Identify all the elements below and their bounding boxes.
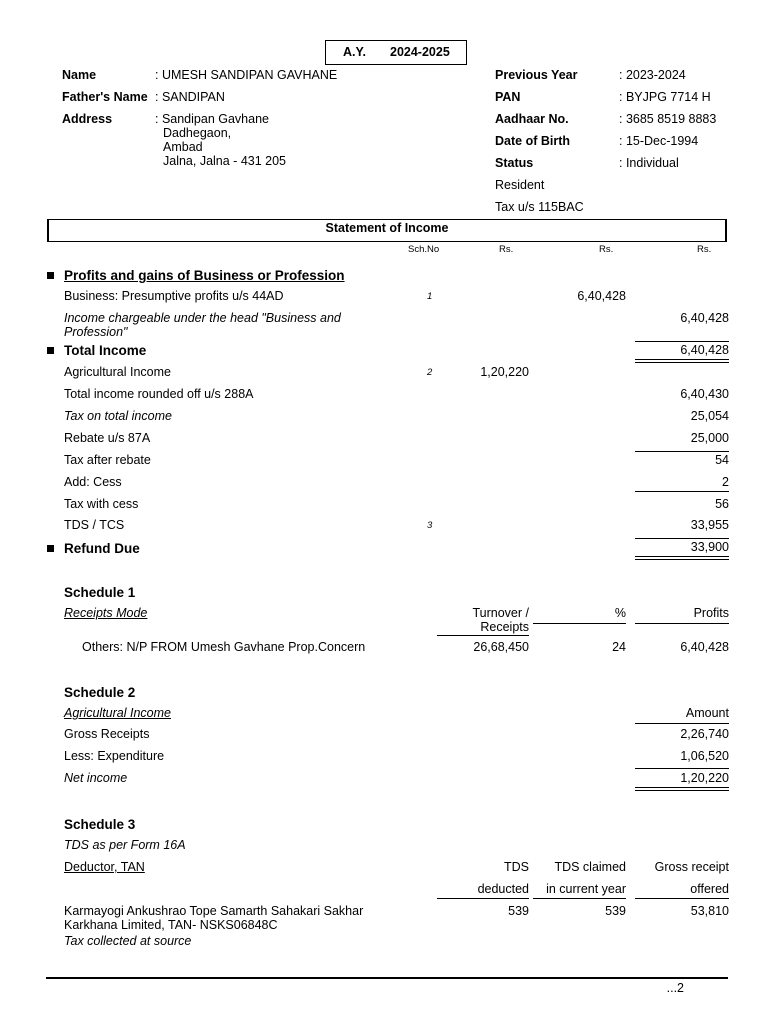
rounded-income-label: Total income rounded off u/s 288A — [64, 387, 254, 401]
total-income-label: Total Income — [64, 343, 147, 358]
schedule2-gross-amount: 2,26,740 — [680, 727, 729, 741]
statement-title: Statement of Income — [325, 221, 449, 235]
divider — [635, 898, 729, 899]
double-underline — [635, 787, 729, 791]
col-rs3-header: Rs. — [697, 244, 712, 255]
rebate-amount: 25,000 — [690, 431, 729, 445]
schedule2-net-label: Net income — [64, 771, 128, 785]
previous-year-value: : 2023-2024 — [619, 68, 686, 82]
schedule2-col-amount: Amount — [685, 706, 729, 720]
bullet-icon — [47, 347, 54, 354]
refund-due-label: Refund Due — [64, 541, 140, 556]
ay-label: A.Y. — [343, 45, 366, 59]
divider — [635, 623, 729, 624]
divider — [635, 768, 729, 769]
divider — [437, 635, 529, 636]
schedule1-col-turnover-2: Receipts — [480, 620, 529, 634]
schedule2-net-amount: 1,20,220 — [680, 771, 729, 785]
schedule3-col-deductor: Deductor, TAN — [64, 860, 145, 874]
statement-header-box — [47, 219, 727, 242]
address-label: Address — [62, 112, 113, 126]
divider — [635, 723, 729, 724]
col-rs1-header: Rs. — [499, 244, 514, 255]
total-income-amount: 6,40,428 — [680, 343, 729, 357]
schedule3-col-tds-1: TDS — [504, 860, 529, 874]
name-value: : UMESH SANDIPAN GAVHANE — [155, 68, 338, 82]
aadhaar-value: : 3685 8519 8883 — [619, 112, 717, 126]
schedule2-title: Schedule 2 — [64, 685, 136, 700]
aadhaar-label: Aadhaar No. — [495, 112, 569, 126]
schedule3-row-label-2: Karkhana Limited, TAN- NSKS06848C — [64, 918, 278, 932]
previous-year-label: Previous Year — [495, 68, 578, 82]
chargeable-label-2: Profession" — [64, 325, 128, 339]
schedule3-row-gross: 53,810 — [690, 904, 729, 918]
schedule3-tcs-label: Tax collected at source — [64, 934, 192, 948]
status-label: Status — [495, 156, 534, 170]
agri-income-amount: 1,20,220 — [480, 365, 529, 379]
name-label: Name — [62, 68, 97, 82]
footer-rule — [46, 977, 728, 979]
divider — [635, 341, 729, 342]
business-amount: 6,40,428 — [577, 289, 626, 303]
business-sch: 1 — [427, 291, 433, 302]
dob-label: Date of Birth — [495, 134, 570, 148]
schedule3-subtitle: TDS as per Form 16A — [64, 838, 186, 852]
agri-income-label: Agricultural Income — [64, 365, 171, 379]
schedule2-gross-label: Gross Receipts — [64, 727, 150, 741]
divider — [635, 451, 729, 452]
double-underline — [635, 556, 729, 560]
father-name-value: : SANDIPAN — [155, 90, 225, 104]
divider — [533, 898, 626, 899]
schedule1-subtitle: Receipts Mode — [64, 606, 148, 620]
schedule1-col-pct: % — [614, 606, 626, 620]
tax-regime: Tax u/s 115BAC — [495, 200, 584, 214]
ay-value: 2024-2025 — [390, 45, 450, 59]
pan-label: PAN — [495, 90, 521, 104]
schedule1-row-turnover: 26,68,450 — [473, 640, 529, 654]
double-underline — [635, 359, 729, 363]
divider — [635, 491, 729, 492]
chargeable-amount: 6,40,428 — [680, 311, 729, 325]
tds-tcs-sch: 3 — [427, 520, 433, 531]
father-name-label: Father's Name — [62, 90, 148, 104]
schedule3-col-gross-1: Gross receipt — [654, 860, 729, 874]
resident-status: Resident — [495, 178, 545, 192]
pgbp-heading: Profits and gains of Business or Profession — [64, 268, 345, 283]
rounded-income-amount: 6,40,430 — [680, 387, 729, 401]
cess-label: Add: Cess — [64, 475, 122, 489]
address-line-3: Ambad — [163, 140, 203, 154]
tax-total-amount: 25,054 — [690, 409, 729, 423]
schedule3-col-claimed-2: in current year — [546, 882, 626, 896]
pan-value: : BYJPG 7714 H — [619, 90, 711, 104]
schedule1-col-turnover-1: Turnover / — [472, 606, 529, 620]
tax-with-cess-label: Tax with cess — [64, 497, 139, 511]
schedule1-title: Schedule 1 — [64, 585, 136, 600]
schedule1-row-label: Others: N/P FROM Umesh Gavhane Prop.Concern — [82, 640, 366, 654]
status-value: : Individual — [619, 156, 679, 170]
schedule3-row-tds: 539 — [508, 904, 529, 918]
schedule3-title: Schedule 3 — [64, 817, 136, 832]
agri-income-sch: 2 — [427, 367, 433, 378]
schedule1-row-pct: 24 — [612, 640, 626, 654]
schedule3-col-tds-2: deducted — [477, 882, 529, 896]
col-schno-header: Sch.No — [408, 244, 440, 255]
chargeable-label-1: Income chargeable under the head "Business and — [64, 311, 341, 325]
address-line-2: Dadhegaon, — [163, 126, 232, 140]
schedule3-col-claimed-1: TDS claimed — [554, 860, 626, 874]
rebate-label: Rebate u/s 87A — [64, 431, 151, 445]
schedule2-subtitle: Agricultural Income — [64, 706, 171, 720]
business-label: Business: Presumptive profits u/s 44AD — [64, 289, 284, 303]
address-line-4: Jalna, Jalna - 431 205 — [163, 154, 287, 168]
assessment-year-box — [325, 40, 467, 65]
tax-total-label: Tax on total income — [64, 409, 172, 423]
tax-after-rebate-amount: 54 — [715, 453, 729, 467]
bullet-icon — [47, 272, 54, 279]
schedule1-col-profits: Profits — [693, 606, 729, 620]
schedule3-row-claimed: 539 — [605, 904, 626, 918]
divider — [635, 538, 729, 539]
schedule2-exp-label: Less: Expenditure — [64, 749, 165, 763]
col-rs2-header: Rs. — [599, 244, 614, 255]
divider — [533, 623, 626, 624]
schedule3-col-gross-2: offered — [690, 882, 729, 896]
tax-with-cess-amount: 56 — [715, 497, 729, 511]
tds-tcs-label: TDS / TCS — [64, 518, 125, 532]
schedule2-exp-amount: 1,06,520 — [680, 749, 729, 763]
refund-due-amount: 33,900 — [690, 540, 729, 554]
cess-amount: 2 — [722, 475, 729, 489]
address-line-1: : Sandipan Gavhane — [155, 112, 269, 126]
bullet-icon — [47, 545, 54, 552]
page-continuation-marker: ...2 — [666, 981, 684, 995]
schedule3-row-label-1: Karmayogi Ankushrao Tope Samarth Sahakari Sakhar — [64, 904, 364, 918]
tax-after-rebate-label: Tax after rebate — [64, 453, 151, 467]
divider — [437, 898, 529, 899]
dob-value: : 15-Dec-1994 — [619, 134, 699, 148]
tds-tcs-amount: 33,955 — [690, 518, 729, 532]
schedule1-row-profits: 6,40,428 — [680, 640, 729, 654]
